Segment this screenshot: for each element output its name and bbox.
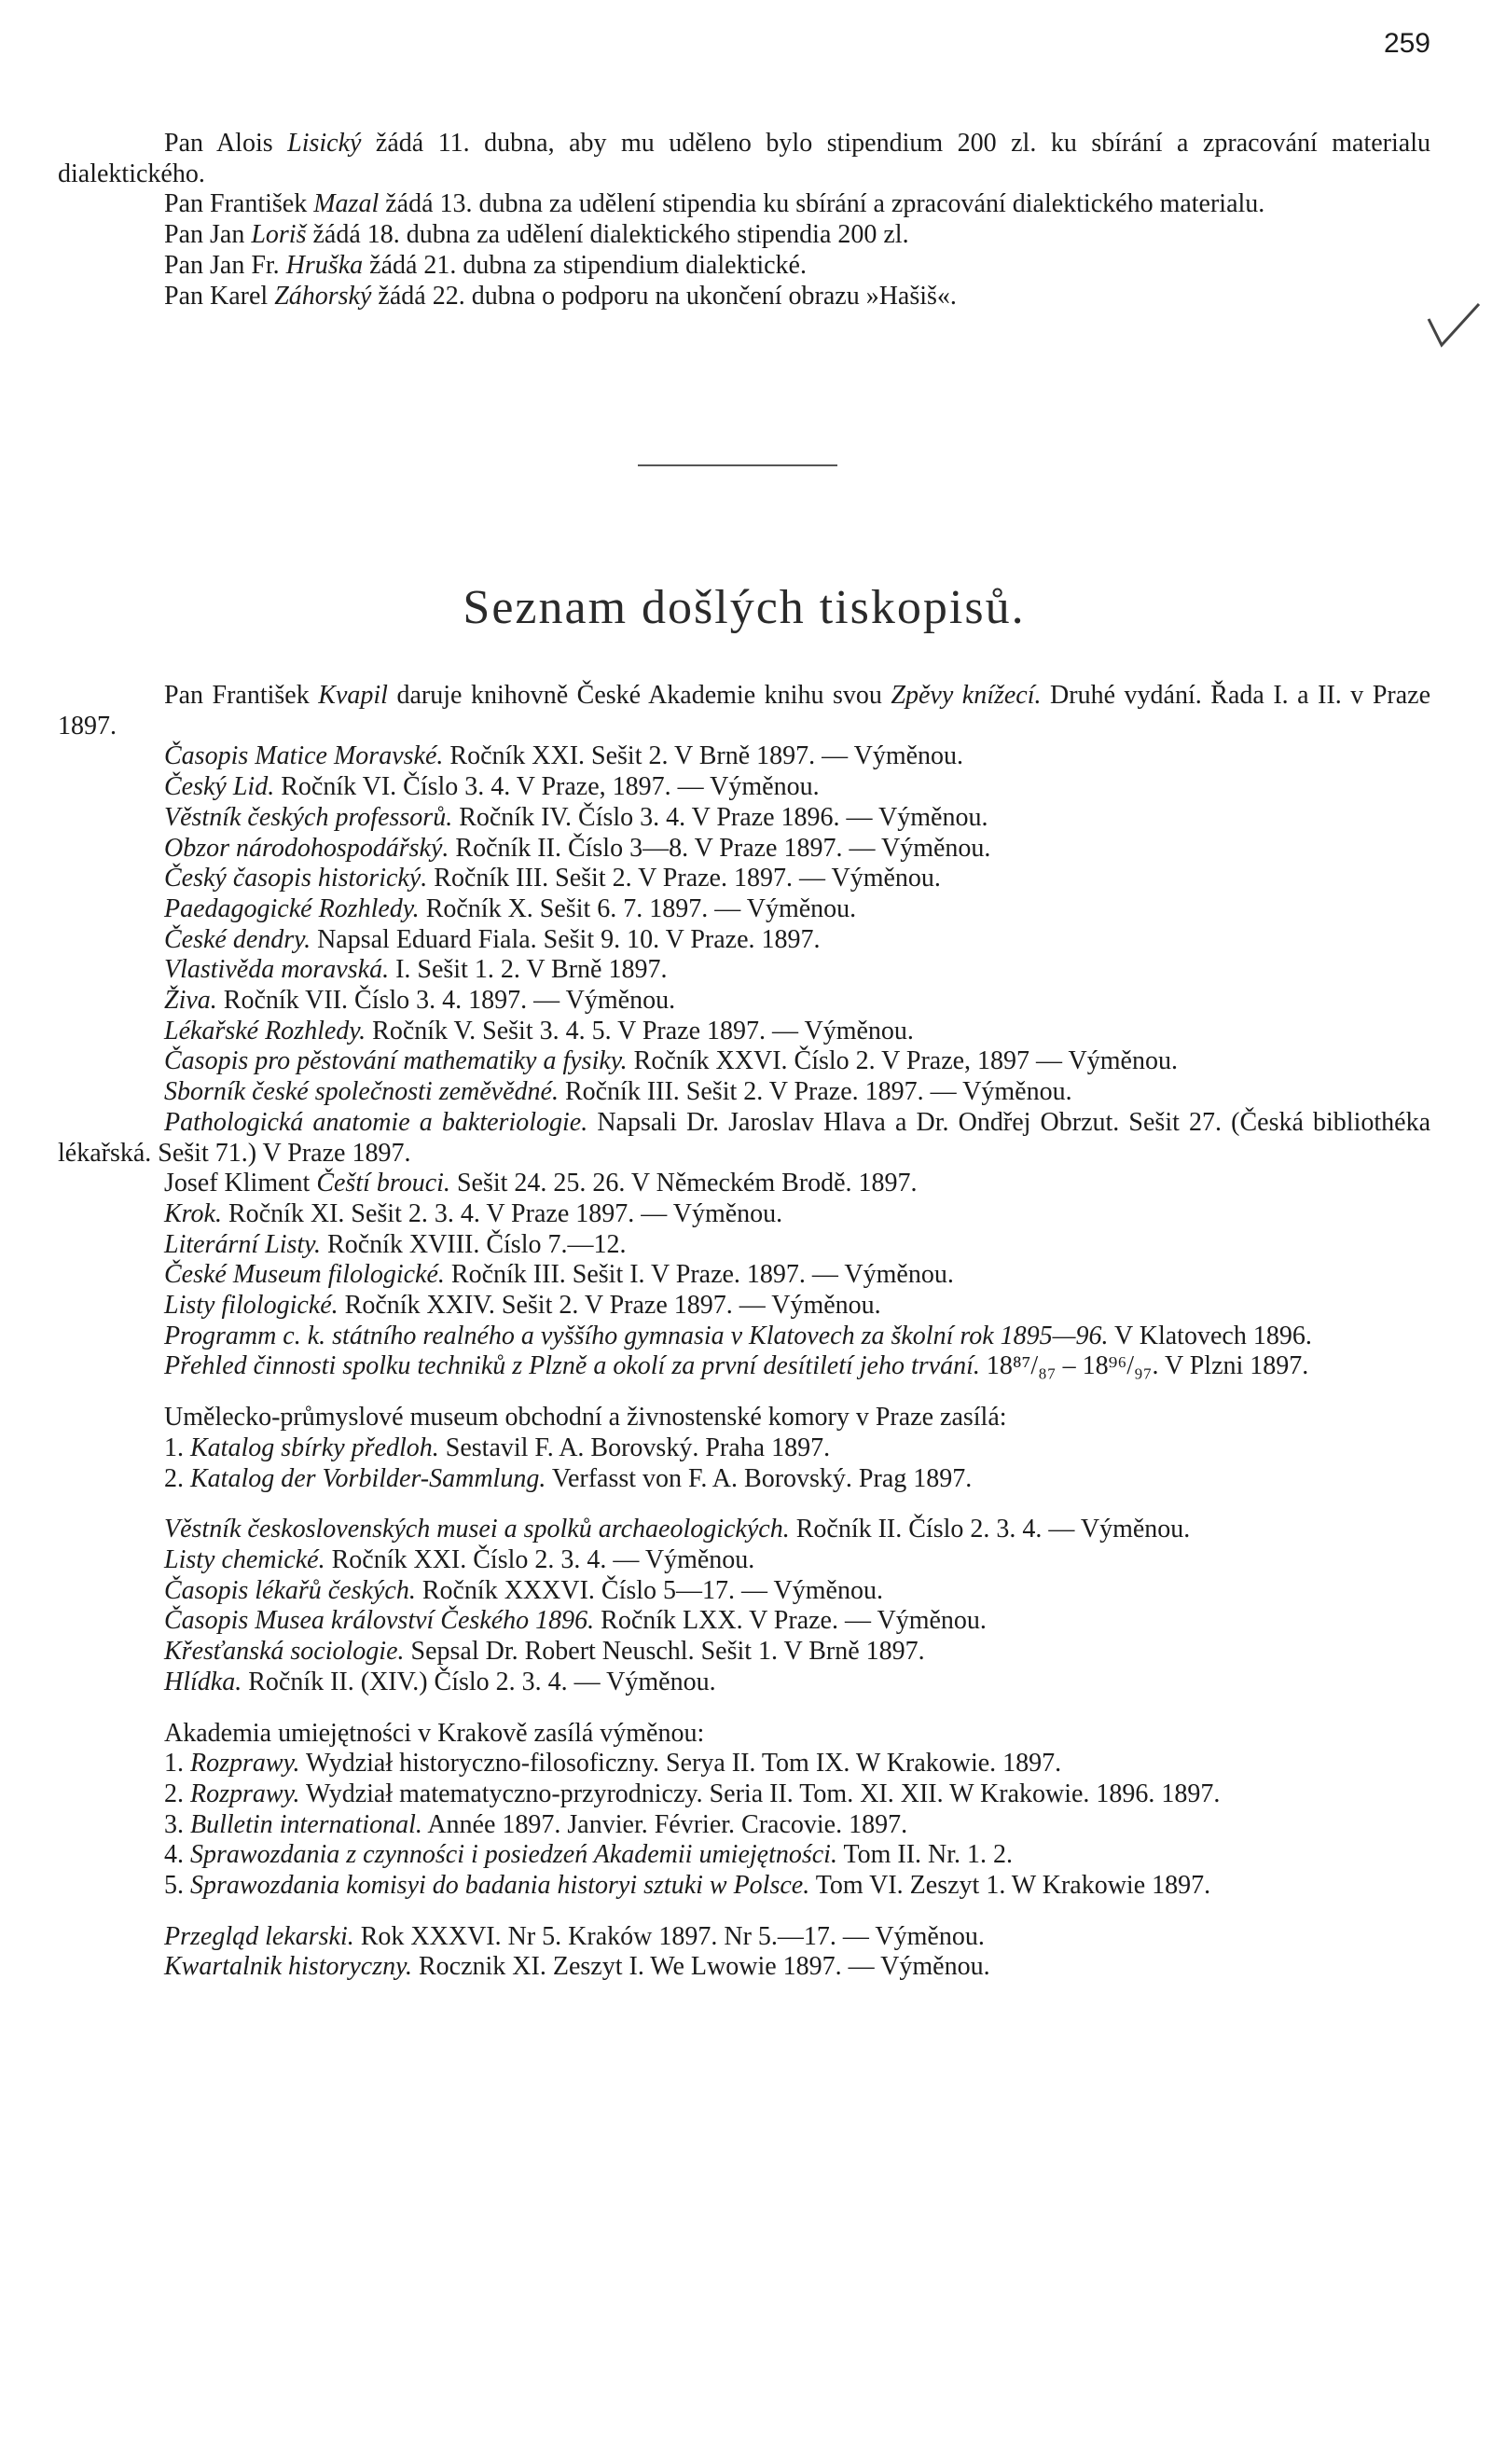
publication-title: Vlastivěda moravská. (164, 955, 390, 985)
item-number: 1. (164, 1433, 190, 1462)
publication-details: Ročník X. Sešit 6. 7. 1897. — Výměnou. (419, 893, 857, 923)
publication-details: Ročník XVIII. Číslo 7.—12. (321, 1229, 627, 1259)
museum-item (58, 1433, 1430, 1464)
publication-title: Čeští brouci. (316, 1169, 450, 1198)
publication-details: Rocznik XI. Zeszyt I. We Lwowie 1897. — Výměnou. (412, 1952, 990, 1982)
publication-details: V Klatovech 1896. (1108, 1321, 1312, 1350)
item-number: 5. (164, 1871, 190, 1901)
publication-title: Sprawozdania z czynności i posiedzeń Akademii umiejętności. (190, 1840, 837, 1870)
entry-text: daruje knihovně České Akademie knihu svou (387, 681, 891, 710)
publication-entry (58, 1515, 1430, 1545)
publication-details: I. Sešit 1. 2. V Brně 1897. (389, 955, 668, 985)
publications-list (58, 681, 1430, 1983)
applicant-name: Mazal (313, 189, 380, 219)
request-text: žádá 22. dubna o podporu na ukončení obrazu »Hašiš«. (371, 281, 957, 311)
publication-details: Ročník II. (XIV.) Číslo 2. 3. 4. — Výměnou. (242, 1667, 716, 1696)
publication-details: Wydział historyczno-filosoficzny. Serya II. Tom IX. W Krakowie. 1897. (299, 1749, 1062, 1779)
request-paragraph (58, 282, 1430, 312)
publication-details: Ročník IV. Číslo 3. 4. V Praze 1896. — Výměnou. (452, 802, 988, 832)
requests-section (58, 129, 1430, 311)
publication-details: Rok XXXVI. Nr 5. Kraków 1897. Nr 5.—17. — Výměnou. (353, 1921, 985, 1951)
publication-title: Katalog der Vorbilder-Sammlung. (190, 1463, 546, 1493)
publication-details: Verfasst von F. A. Borovský. Prag 1897. (546, 1463, 973, 1493)
publication-title: Časopis pro pěstování mathematiky a fysiky. (164, 1046, 628, 1076)
publication-details: Ročník XXVI. Číslo 2. V Praze, 1897 — Výměnou. (627, 1046, 1178, 1076)
krakow-intro: Akademia umiejętności v Krakově zasílá výměnou: (164, 1718, 705, 1748)
publication-entry (58, 1291, 1430, 1322)
publication-entry (58, 1351, 1430, 1382)
publication-details: Ročník XI. Sešit 2. 3. 4. V Praze 1897. — Výměnou. (221, 1198, 783, 1228)
publication-entry (58, 1922, 1430, 1953)
publication-title: Paedagogické Rozhledy. (164, 893, 420, 923)
publication-entry (58, 1606, 1430, 1637)
publication-title: Pathologická anatomie a bakteriologie. (164, 1107, 588, 1137)
publication-details: Ročník VII. Číslo 3. 4. 1897. — Výměnou. (216, 986, 676, 1016)
publication-title: České dendry. (164, 924, 311, 954)
gift-entry (58, 681, 1430, 741)
publication-details: Sestavil F. A. Borovský. Praha 1897. (438, 1433, 831, 1462)
publication-title: Křesťanská sociologie. (164, 1637, 405, 1667)
publication-title: Přehled činnosti spolku techniků z Plzně a okolí za první desítiletí jeho trvání. (164, 1351, 980, 1381)
publication-entry (58, 894, 1430, 925)
entry-text: Druhé vydání. Řada I. a II. v Praze 1897. (58, 681, 1430, 741)
publication-details: Ročník XXI. Sešit 2. V Brně 1897. — Výměnou. (443, 741, 964, 771)
item-number: 4. (164, 1840, 190, 1870)
publication-title: Kwartalnik historyczny. (164, 1952, 412, 1982)
publication-title: Časopis lékařů českých. (164, 1575, 416, 1605)
request-paragraph (58, 220, 1430, 251)
publication-entry (58, 1199, 1430, 1230)
publication-entry (58, 834, 1430, 865)
publication-title: Listy chemické. (164, 1544, 325, 1574)
publication-details: Ročník VI. Číslo 3. 4. V Praze, 1897. — Výměnou. (274, 772, 820, 802)
krakow-item (58, 1810, 1430, 1841)
publication-title: Krok. (164, 1198, 222, 1228)
publication-title: Český Lid. (164, 772, 275, 802)
publication-title: Český časopis historický. (164, 864, 428, 893)
publication-details: Napsali Dr. Jaroslav Hlava a Dr. Ondřej Obrzut. Sešit 27. (Česká bibliothéka lékařská. Sešit 71.) V Praze 1897. (58, 1107, 1431, 1168)
publication-details: Tom II. Nr. 1. 2. (836, 1840, 1014, 1870)
page-number: 259 (1383, 28, 1430, 59)
book-title: Zpěvy knížecí. (891, 681, 1042, 710)
publication-entry (58, 986, 1430, 1017)
publication-details: Ročník XXI. Číslo 2. 3. 4. — Výměnou. (325, 1544, 755, 1574)
publication-title: Programm c. k. státního realného a vyššího gymnasia v Klatovech za školní rok 1895—96. (164, 1321, 1109, 1350)
publication-entry (58, 1260, 1430, 1291)
publication-details: Wydział matematyczno-przyrodniczy. Seria II. Tom. XI. XII. W Krakowie. 1896. 1897. (299, 1779, 1221, 1808)
request-text: Pan Karel (164, 281, 275, 311)
entry-text: Pan František (164, 681, 319, 710)
publication-title: Rozprawy. (190, 1749, 300, 1779)
publication-details: Ročník II. Číslo 3—8. V Praze 1897. — Výměnou. (449, 833, 991, 863)
museum-item (58, 1464, 1430, 1495)
krakow-item (58, 1749, 1430, 1779)
request-paragraph (58, 129, 1430, 189)
publication-entry (58, 1545, 1430, 1576)
applicant-name: Záhorský (274, 281, 372, 311)
item-number: 2. (164, 1463, 190, 1493)
request-text: Pan Jan Fr. (164, 250, 286, 280)
publication-entry (58, 1017, 1430, 1047)
publication-entry (58, 864, 1430, 894)
applicant-name: Loriš (251, 220, 307, 250)
publication-title: Živa. (164, 986, 217, 1016)
request-text: žádá 11. dubna, aby mu uděleno bylo stipendium 200 zl. ku sbírání a zpracování materialu dialektického. (58, 129, 1430, 188)
krakow-item (58, 1779, 1430, 1810)
request-text: Pan František (164, 189, 314, 219)
publication-entry (58, 1046, 1430, 1077)
request-text: žádá 18. dubna za udělení dialektického stipendia 200 zl. (306, 220, 909, 250)
request-paragraph (58, 189, 1430, 220)
publication-details: Ročník III. Sešit I. V Praze. 1897. — Výměnou. (444, 1260, 954, 1290)
publication-title: Časopis Musea království Českého 1896. (164, 1606, 595, 1636)
publication-entry (58, 1576, 1430, 1607)
publication-entry (58, 1108, 1430, 1169)
publication-entry (58, 1668, 1430, 1698)
publication-title: Obzor národohospodářský. (164, 833, 449, 863)
publication-title: Lékařské Rozhledy. (164, 1016, 366, 1045)
publication-title: Věstník československých musei a spolků archaeologických. (164, 1515, 790, 1544)
publication-entry (58, 1169, 1430, 1199)
document-page (58, 0, 1430, 2464)
donor-name: Kvapil (318, 681, 388, 710)
publication-title: České Museum filologické. (164, 1260, 445, 1290)
publication-details: Tom VI. Zeszyt 1. W Krakowie 1897. (809, 1871, 1211, 1901)
publication-title: Věstník českých professorů. (164, 802, 453, 832)
publication-entry (58, 955, 1430, 986)
museum-intro: Umělecko-průmyslové museum obchodní a živnostenské komory v Praze zasílá: (164, 1403, 1007, 1433)
publication-title: Sborník české společnosti zeměvědné. (164, 1077, 559, 1107)
request-text: žádá 13. dubna za udělení stipendia ku sbírání a zpracování dialektického materialu. (379, 189, 1265, 219)
krakow-item (58, 1840, 1430, 1871)
publication-entry (58, 772, 1430, 803)
publication-entry (58, 1322, 1430, 1352)
publication-title: Časopis Matice Moravské. (164, 741, 444, 771)
publication-details: Ročník II. Číslo 2. 3. 4. — Výměnou. (789, 1515, 1191, 1544)
publication-title: Hlídka. (164, 1667, 242, 1696)
publication-title: Sprawozdania komisyi do badania historyi sztuki w Polsce. (190, 1871, 810, 1901)
section-heading: Seznam došlých tiskopisů. (463, 581, 1026, 634)
publication-entry (58, 1637, 1430, 1668)
publication-entry (58, 1230, 1430, 1261)
item-number: 2. (164, 1779, 190, 1808)
publication-entry (58, 1077, 1430, 1108)
publication-title: Listy filologické. (164, 1291, 338, 1321)
publication-title: Literární Listy. (164, 1229, 322, 1259)
publication-entry (58, 741, 1430, 772)
publication-details: Napsal Eduard Fiala. Sešit 9. 10. V Praze. 1897. (311, 924, 821, 954)
publication-details: Sepsal Dr. Robert Neuschl. Sešit 1. V Brně 1897. (404, 1637, 925, 1667)
handwritten-check-mark (1425, 298, 1490, 354)
request-text: Pan Alois (164, 129, 288, 158)
author-name: Josef Kliment (164, 1169, 317, 1198)
publication-details: Ročník LXX. V Praze. — Výměnou. (594, 1606, 987, 1636)
publication-details: Ročník V. Sešit 3. 4. 5. V Praze 1897. — Výměnou. (366, 1016, 914, 1045)
section-divider (638, 464, 837, 466)
publication-entry (58, 1952, 1430, 1983)
item-number: 3. (164, 1809, 190, 1839)
applicant-name: Hruška (285, 250, 364, 280)
publication-details: Sešit 24. 25. 26. V Německém Brodě. 1897. (449, 1169, 918, 1198)
request-text: žádá 21. dubna za stipendium dialektické. (363, 250, 807, 280)
publication-title: Przegląd lekarski. (164, 1921, 354, 1951)
publication-details: Ročník III. Sešit 2. V Praze. 1897. — Výměnou. (558, 1077, 1072, 1107)
item-number: 1. (164, 1749, 190, 1779)
publication-title: Rozprawy. (190, 1779, 300, 1808)
publication-details: 18⁸⁷/₈₇ – 18⁹⁶/₉₇. V Plzni 1897. (979, 1351, 1309, 1381)
publication-entry (58, 803, 1430, 834)
publication-details: Ročník XXXVI. Číslo 5—17. — Výměnou. (415, 1575, 883, 1605)
publication-entry (58, 925, 1430, 956)
publication-details: Année 1897. Janvier. Février. Cracovie. 1897. (421, 1809, 908, 1839)
publication-details: Ročník III. Sešit 2. V Praze. 1897. — Výměnou. (427, 864, 941, 893)
request-text: Pan Jan (164, 220, 252, 250)
publication-details: Ročník XXIV. Sešit 2. V Praze 1897. — Výměnou. (338, 1291, 881, 1321)
krakow-item (58, 1871, 1430, 1902)
applicant-name: Lisický (287, 129, 362, 158)
request-paragraph (58, 251, 1430, 282)
publication-title: Katalog sbírky předloh. (190, 1433, 439, 1462)
publication-title: Bulletin international. (190, 1809, 422, 1839)
